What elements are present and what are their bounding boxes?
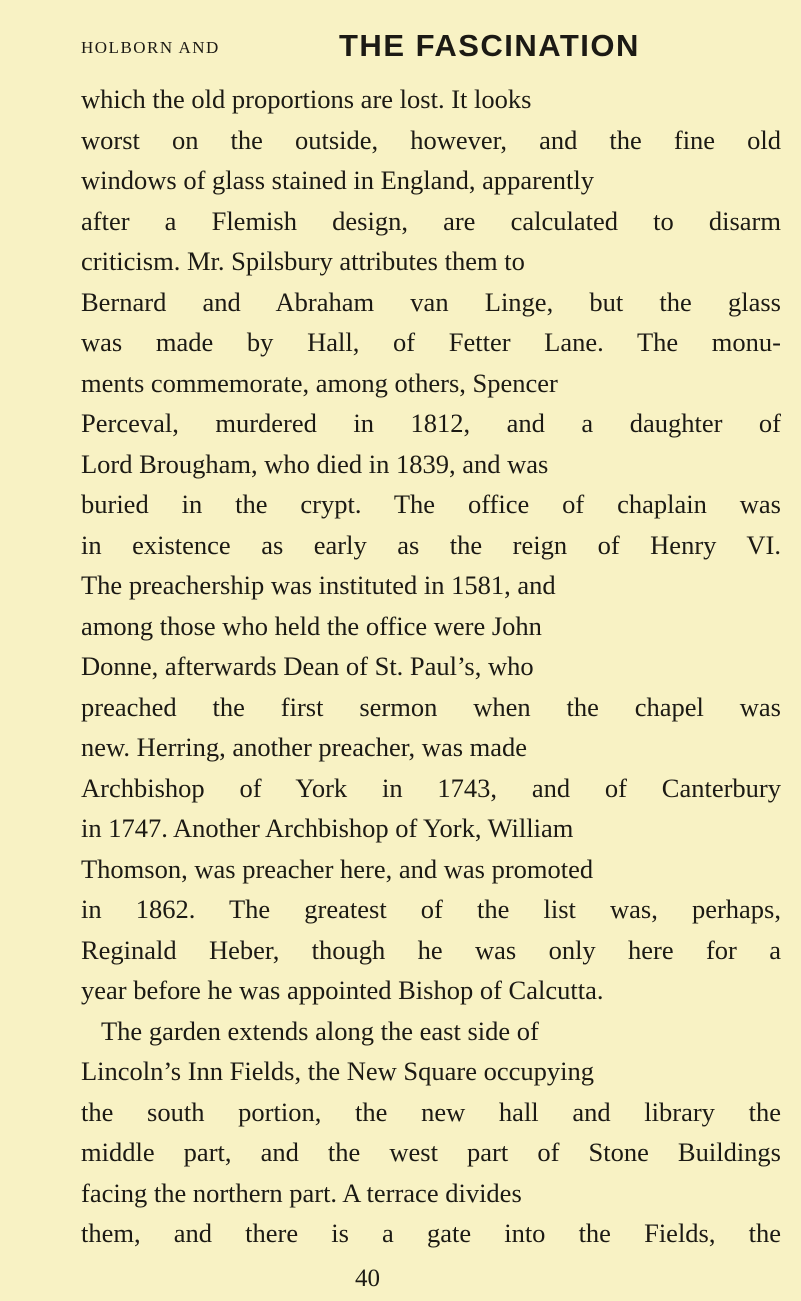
text-line: in existence as early as the reign of Henry VI. bbox=[81, 529, 781, 560]
running-head-title: THE FASCINATION bbox=[339, 28, 640, 63]
text-line: in 1747. Another Archbishop of York, William bbox=[81, 813, 574, 843]
text-line: in 1862. The greatest of the list was, perhaps, bbox=[81, 894, 781, 924]
text-line: ments commemorate, among others, Spencer bbox=[81, 367, 558, 398]
running-head bbox=[81, 30, 721, 70]
text-line: Lord Brougham, who died in 1839, and was bbox=[81, 448, 549, 479]
text-line: worst on the outside, however, and the fine old bbox=[81, 124, 781, 155]
running-head-left: HOLBORN AND bbox=[81, 38, 220, 57]
text-line: windows of glass stained in England, apparently bbox=[81, 165, 594, 195]
text-line: the south portion, the new hall and library the bbox=[81, 1096, 781, 1127]
text-line: Lincoln’s Inn Fields, the New Square occupying bbox=[81, 1056, 594, 1086]
paragraph-start-line: The garden extends along the east side of bbox=[101, 1015, 539, 1046]
text-line: preached the first sermon when the chapel was bbox=[81, 691, 781, 722]
text-line: among those who held the office were John bbox=[81, 610, 542, 641]
text-line: Donne, afterwards Dean of St. Paul’s, who bbox=[81, 651, 534, 681]
text-line: Thomson, was preacher here, and was promoted bbox=[81, 853, 594, 884]
text-line: was made by Hall, of Fetter Lane. The monu- bbox=[81, 327, 781, 357]
text-line: buried in the crypt. The office of chaplain was bbox=[81, 489, 781, 519]
text-line: them, and there is a gate into the Fields, the bbox=[81, 1218, 781, 1248]
text-line: year before he was appointed Bishop of Calcutta. bbox=[81, 975, 604, 1005]
page-number: 40 bbox=[355, 1265, 380, 1292]
text-line: after a Flemish design, are calculated to disarm bbox=[81, 205, 781, 236]
text-line: The preachership was instituted in 1581, and bbox=[81, 570, 556, 600]
text-line: new. Herring, another preacher, was made bbox=[81, 732, 528, 762]
text-line: Reginald Heber, though he was only here for a bbox=[81, 934, 781, 965]
text-line: facing the northern part. A terrace divides bbox=[81, 1177, 522, 1208]
text-line: middle part, and the west part of Stone Buildings bbox=[81, 1137, 781, 1167]
text-line: Bernard and Abraham van Linge, but the glass bbox=[81, 286, 781, 317]
text-line: Archbishop of York in 1743, and of Canterbury bbox=[81, 772, 781, 803]
text-line: criticism. Mr. Spilsbury attributes them to bbox=[81, 246, 525, 276]
text-line: which the old proportions are lost. It looks bbox=[81, 84, 532, 114]
text-line: Perceval, murdered in 1812, and a daughter of bbox=[81, 408, 781, 438]
